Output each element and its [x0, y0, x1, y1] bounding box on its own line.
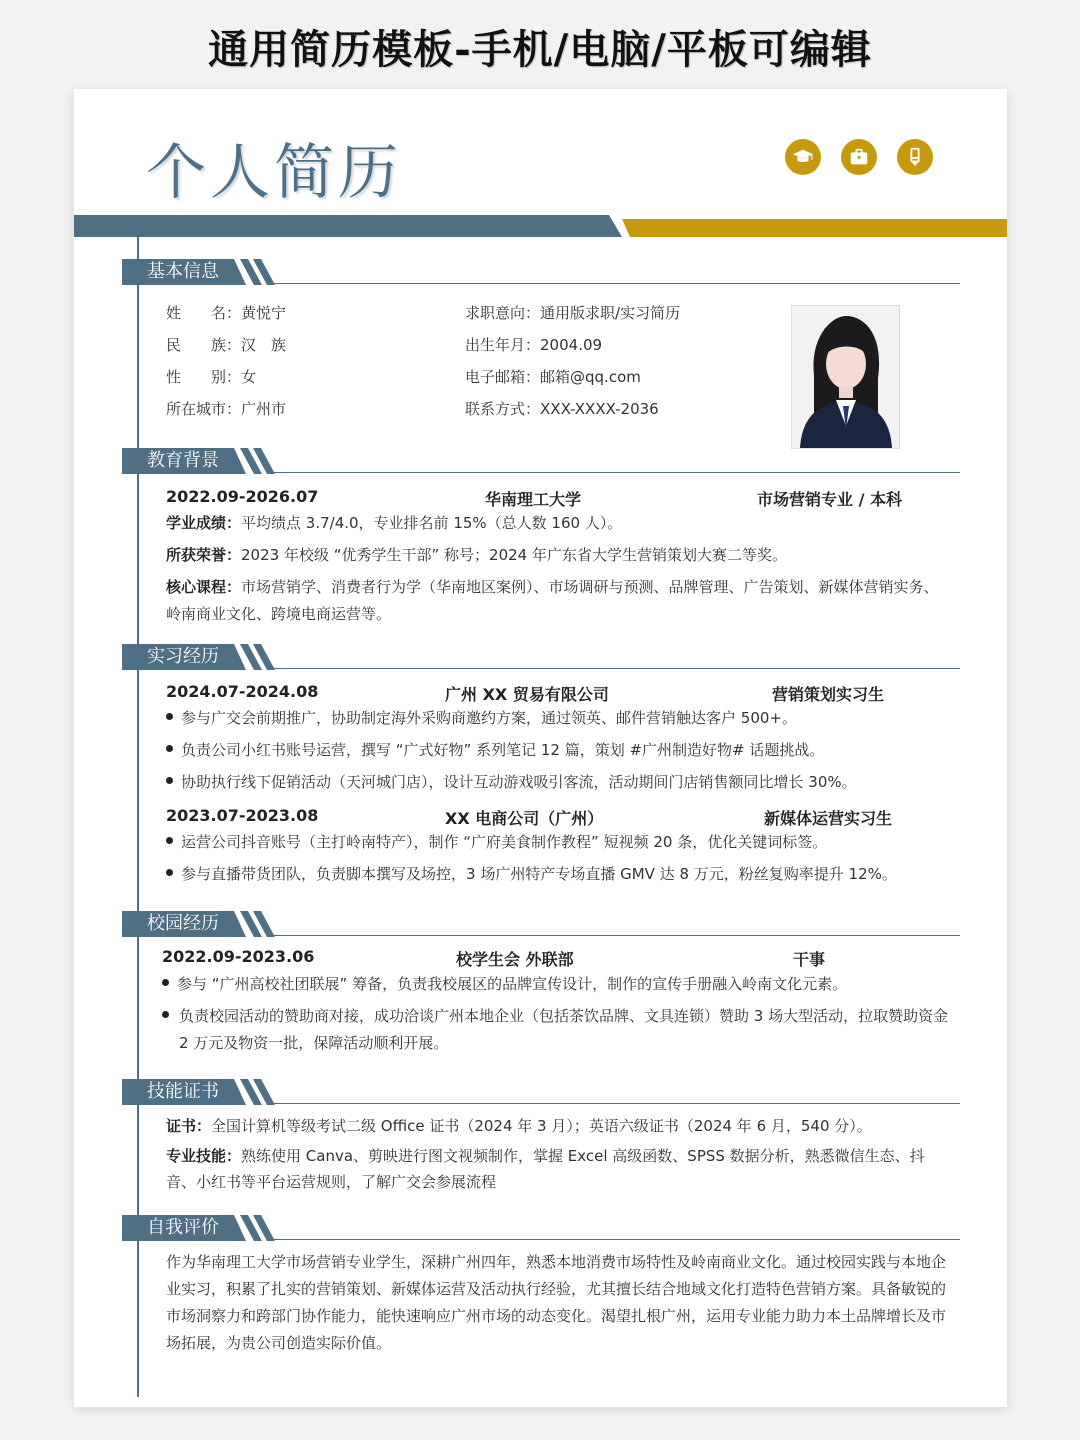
section-basic-info	[122, 259, 960, 285]
field-email: 电子邮箱：邮箱@qq.com	[465, 368, 641, 386]
field-ethnicity: 民 族：汉 族	[166, 336, 287, 354]
edu-school: 华南理工大学	[485, 490, 582, 509]
intern1-role: 营销策划实习生	[772, 685, 885, 704]
field-birth: 出生年月：2004.09	[465, 336, 603, 354]
section-title: 自我评价	[147, 1217, 219, 1238]
field-name: 姓 名：黄悦宁	[166, 304, 287, 322]
campus-org: 校学生会 外联部	[456, 950, 574, 969]
section-title: 基本信息	[147, 261, 219, 282]
edu-courses: 核心课程：市场营销学、消费者行为学（华南地区案例）、市场调研与预测、品牌管理、广告策划、新媒体营销实务、岭南商业文化、跨境电商运营等。	[166, 578, 939, 623]
field-city: 所在城市：广州市	[166, 400, 287, 418]
section-title: 校园经历	[147, 913, 219, 934]
section-title: 实习经历	[147, 646, 219, 667]
self-eval-text: 作为华南理工大学市场营销专业学生，深耕广州四年，熟悉本地消费市场特性及岭南商业文化。通过校园实践与本地企业实习，积累了扎实的营销策划、新媒体运营及活动执行经验，尤其擅长结合地域文化打造特色营销方案。具备敏锐的市场洞察力和跨部门协作能力，能快速响应广州市场的动态变化。渴望扎根广州，运用专业能力助力本土品牌增长及市场拓展，为贵公司创造实际价值。	[166, 1253, 947, 1352]
skills-pro: 专业技能：熟练使用 Canva、剪映进行图文视频制作，掌握 Excel 高级函数、SPSS 数据分析，熟悉微信生态、抖音、小红书等平台运营规则，了解广交会参展流程	[166, 1147, 925, 1191]
header-band	[74, 215, 1007, 237]
section-title: 技能证书	[147, 1081, 219, 1102]
intern2-role: 新媒体运营实习生	[764, 809, 893, 828]
field-phone: 联系方式：XXX-XXXX-2036	[465, 400, 659, 418]
banner-title: 通用简历模板-手机/电脑/平板可编辑	[208, 26, 872, 73]
list-item: 负责公司小红书账号运营，撰写 “广式好物” 系列笔记 12 篇，策划 #广州制造好物# 话题挑战。	[166, 737, 824, 764]
list-item: 参与 “广州高校社团联展” 筹备，负责我校展区的品牌宣传设计，制作的宣传手册融入岭南文化元素。	[162, 971, 847, 998]
field-job-intent: 求职意向：通用版求职/实习简历	[465, 304, 681, 322]
section-campus	[122, 911, 960, 937]
section-skills	[122, 1079, 960, 1105]
intern1-date: 2024.07-2024.08	[166, 682, 319, 701]
section-education	[122, 448, 960, 474]
list-item: 协助执行线下促销活动（天河城门店），设计互动游戏吸引客流，活动期间门店销售额同比增长 30%。	[166, 769, 857, 796]
campus-role: 干事	[793, 950, 826, 969]
section-title: 教育背景	[147, 450, 219, 471]
list-item: 运营公司抖音账号（主打岭南特产），制作 “广府美食制作教程” 短视频 20 条，优化关键词标签。	[166, 829, 827, 856]
list-item: 参与直播带货团队，负责脚本撰写及场控，3 场广州特产专场直播 GMV 达 8 万元，粉丝复购率提升 12%。	[166, 861, 897, 888]
pen-icon	[897, 139, 933, 175]
edu-major: 市场营销专业 / 本科	[757, 490, 902, 509]
section-internship	[122, 644, 960, 670]
skills-cert: 证书：全国计算机等级考试二级 Office 证书（2024 年 3 月）；英语六级证书（2024 年 6 月，540 分）。	[166, 1117, 872, 1135]
section-self-eval	[122, 1215, 960, 1241]
edu-grades: 学业成绩：平均绩点 3.7/4.0，专业排名前 15%（总人数 160 人）。	[166, 514, 623, 532]
intern2-company: XX 电商公司（广州）	[445, 809, 604, 828]
list-item: 负责校园活动的赞助商对接，成功洽谈广州本地企业（包括茶饮品牌、文具连锁）赞助 3 场大型活动，拉取赞助资金 2 万元及物资一批，保障活动顺利开展。	[162, 1003, 959, 1057]
edu-honors: 所获荣誉：2023 年校级 “优秀学生干部” 称号；2024 年广东省大学生营销策划大赛二等奖。	[166, 546, 787, 564]
resume-page	[74, 89, 1007, 1407]
briefcase-icon	[841, 139, 877, 175]
profile-photo	[791, 305, 900, 449]
intern2-date: 2023.07-2023.08	[166, 806, 319, 825]
resume-title: 个人简历	[146, 138, 402, 208]
list-item: 参与广交会前期推广，协助制定海外采购商邀约方案，通过领英、邮件营销触达客户 500+。	[166, 705, 797, 732]
campus-date: 2022.09-2023.06	[162, 947, 315, 966]
field-gender: 性 别：女	[166, 368, 257, 386]
intern1-company: 广州 XX 贸易有限公司	[445, 685, 609, 704]
edu-date: 2022.09-2026.07	[166, 487, 319, 506]
graduation-cap-icon	[785, 139, 821, 175]
